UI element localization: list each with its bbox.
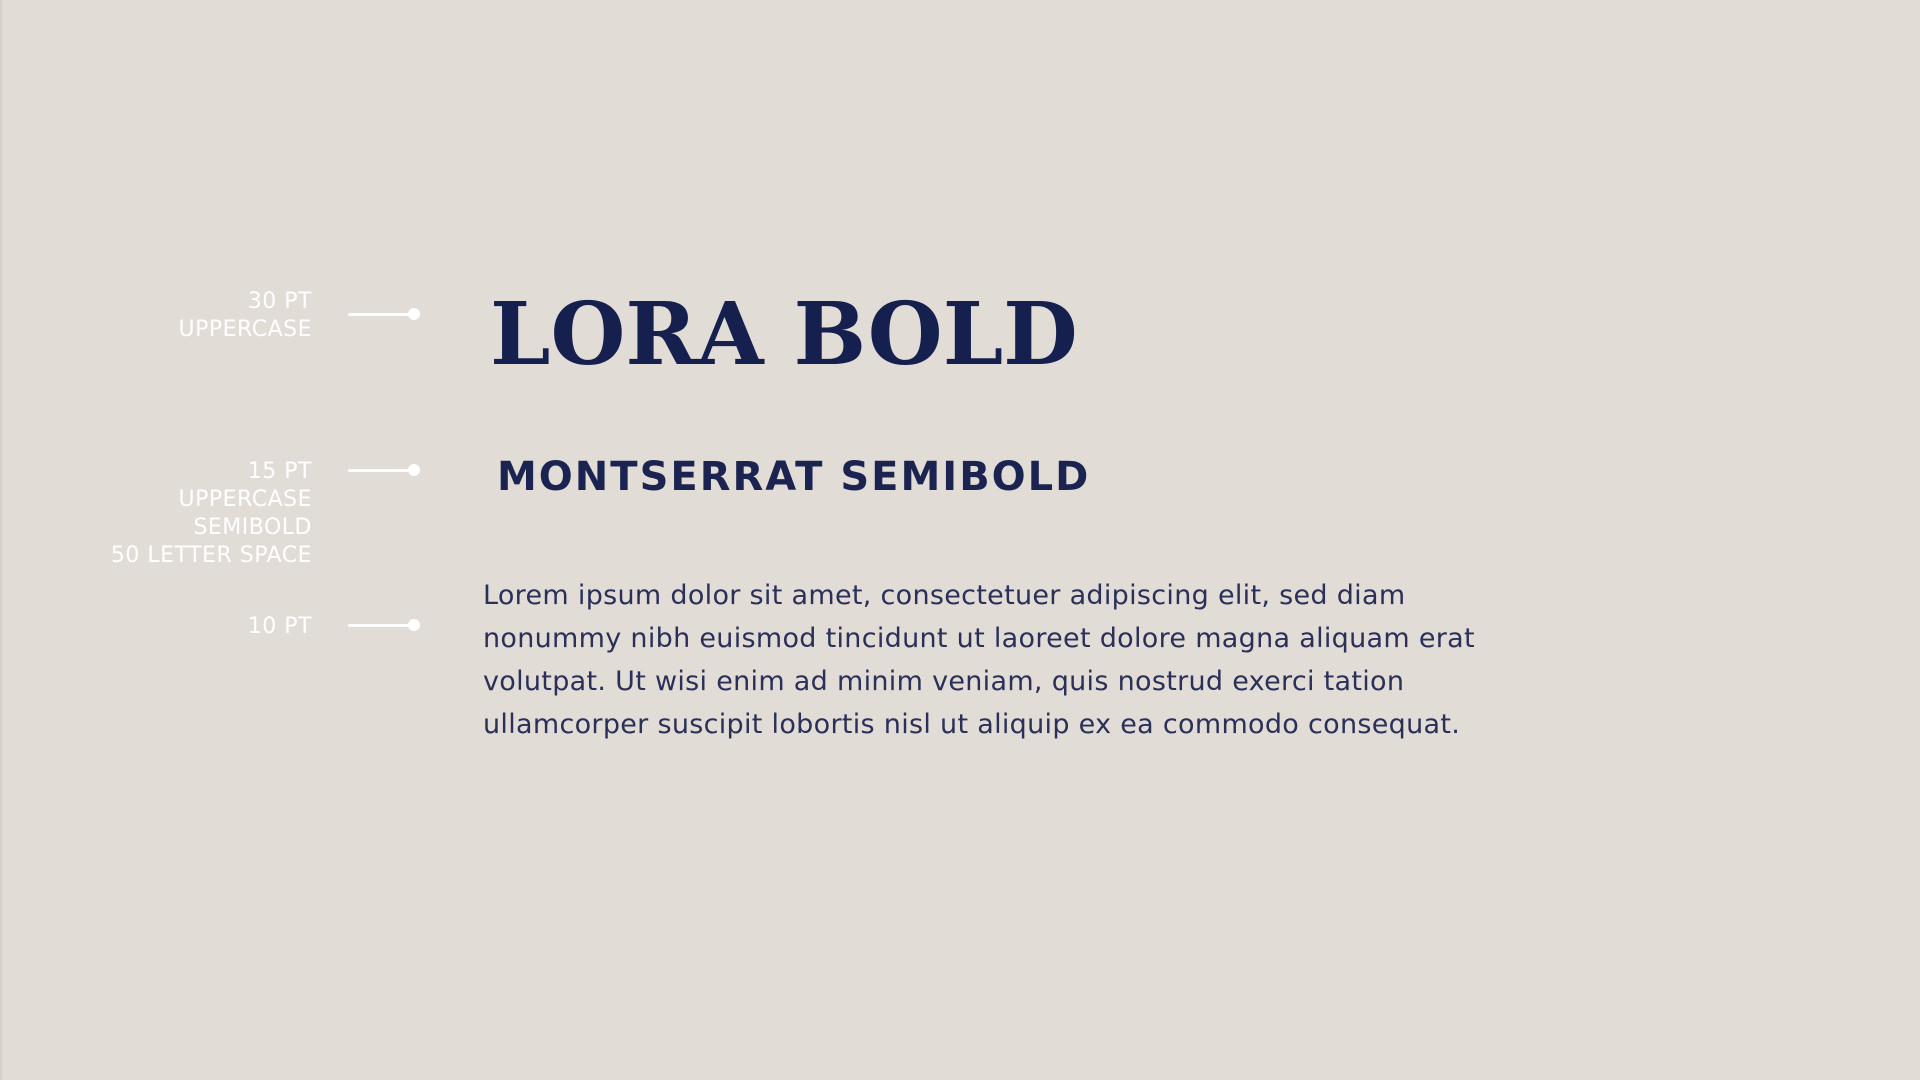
body-spec-size: 10 PT (247, 614, 312, 639)
title-spec-case: UPPERCASE (178, 317, 312, 342)
connector-line (348, 469, 416, 472)
subtitle-spec-spacing: 50 LETTER SPACE (110, 543, 312, 568)
body-connector (348, 618, 420, 632)
left-edge-divider (0, 0, 2, 1080)
title-spec-label (178, 288, 312, 344)
title-font-sample: LORA BOLD (490, 284, 1078, 385)
title-spec-size: 30 PT (247, 289, 312, 314)
subtitle-connector (348, 463, 420, 477)
body-text-sample: Lorem ipsum dolor sit amet, consectetuer adipiscing elit, sed diam nonummy nibh euismod tincidunt ut laoreet dolore magna aliquam erat volutpat. Ut wisi enim ad minim veniam, quis nostrud exerci tation ullamcorper suscipit lobortis nisl ut aliquip ex ea commodo consequat. (483, 580, 1475, 740)
subtitle-spec-weight: SEMIBOLD (193, 515, 312, 540)
subtitle-spec-label (111, 458, 312, 570)
connector-dot (408, 619, 420, 631)
subtitle-font-sample: MONTSERRAT SEMIBOLD (497, 454, 1091, 500)
connector-line (348, 624, 416, 627)
connector-line (348, 313, 416, 316)
title-connector (348, 307, 420, 321)
connector-dot (408, 308, 420, 320)
subtitle-spec-size: 15 PT (247, 459, 312, 484)
body-spec-label (248, 613, 312, 641)
subtitle-spec-case: UPPERCASE (178, 487, 312, 512)
connector-dot (408, 464, 420, 476)
